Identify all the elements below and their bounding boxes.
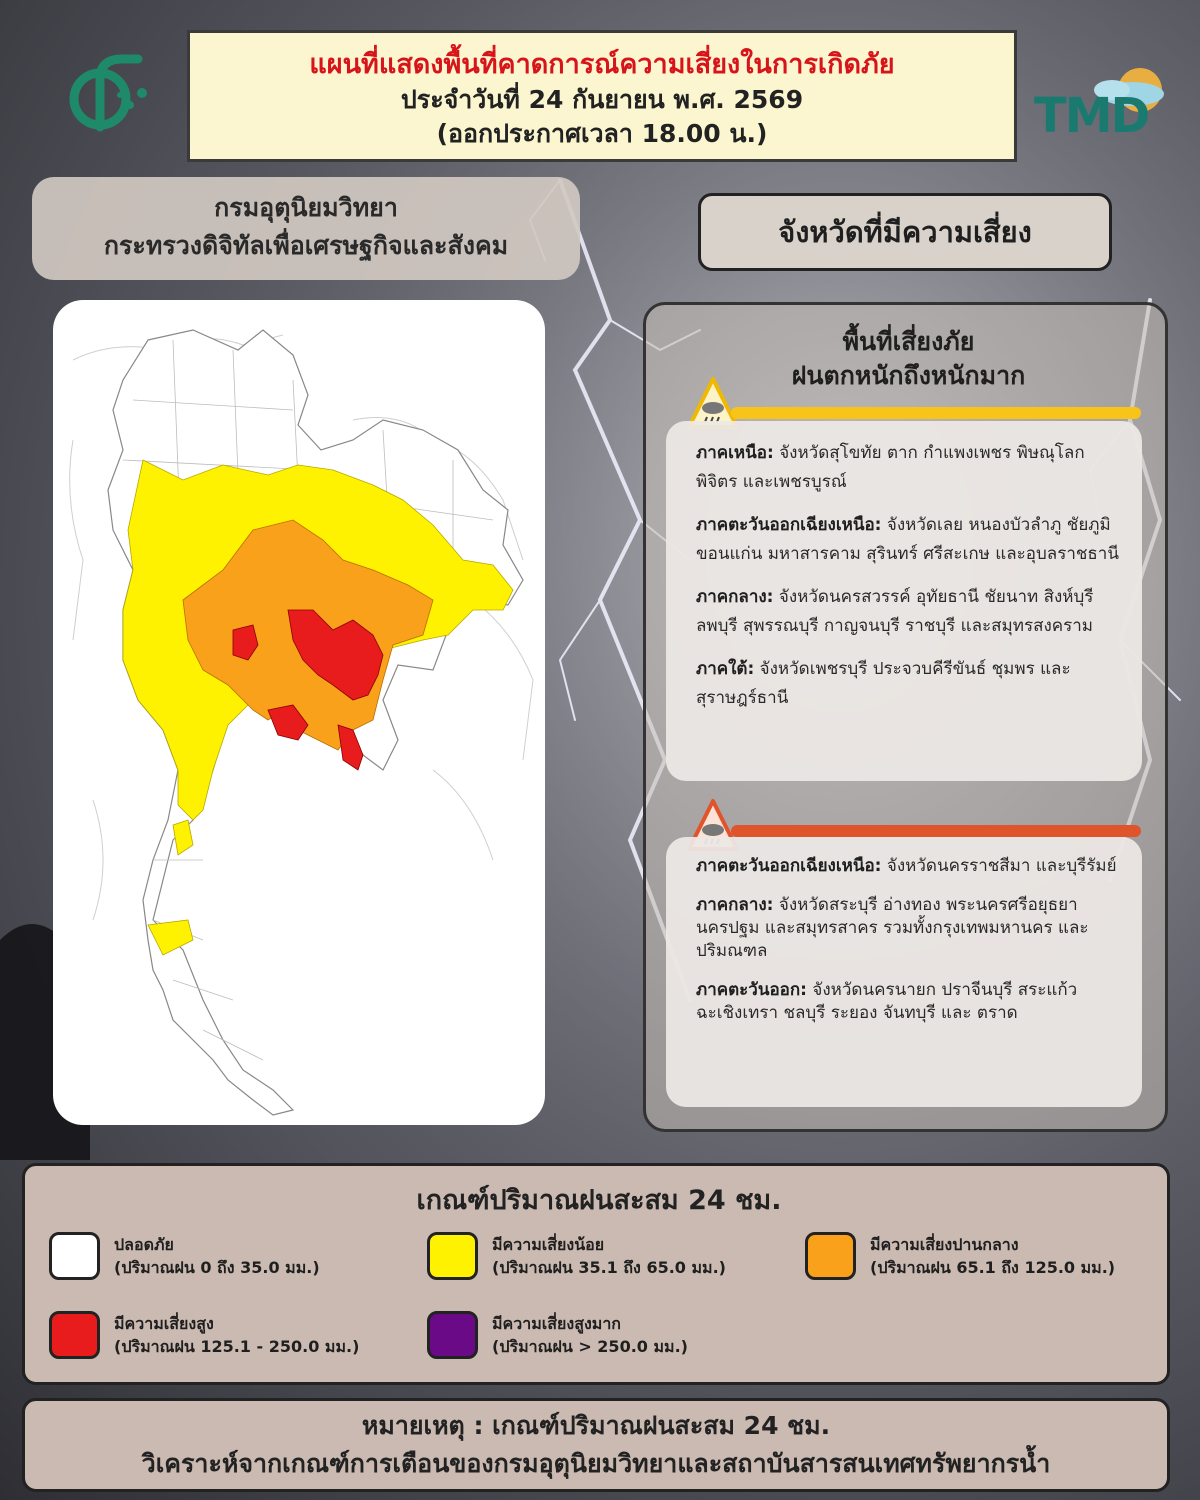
moderate-risk-card: [666, 421, 1142, 781]
region-entry: [696, 894, 1128, 963]
legend-title: เกณฑ์ปริมาณฝนสะสม 24 ชม.: [416, 1185, 782, 1216]
legend-item-low: [427, 1232, 726, 1280]
agency-box: [32, 177, 580, 280]
region-entry: [696, 511, 1128, 569]
region-provinces: จังหวัดนครราชสีมา และบุรีรัมย์: [886, 856, 1117, 876]
region-entry: [696, 979, 1128, 1025]
legend-label-very-high: มีความเสี่ยงสูงมาก: [492, 1314, 621, 1333]
legend-label-safe: ปลอดภัย: [114, 1235, 174, 1254]
legend-swatch-low: [427, 1232, 478, 1280]
legend-item-moderate: [805, 1232, 1115, 1280]
legend-range-low: (ปริมาณฝน 35.1 ถึง 65.0 มม.): [492, 1258, 726, 1277]
forecast-date: ประจำวันที่ 24 กันยายน พ.ศ. 2569: [400, 85, 804, 114]
region-provinces: จังหวัดสระบุรี อ่างทอง พระนครศรีอยุธยา นครปฐม และสมุทรสาคร รวมทั้งกรุงเทพมหานคร และปริมณฑล: [696, 895, 1089, 961]
header-title-box: [187, 30, 1017, 162]
region-provinces: จังหวัดนครสวรรค์ อุทัยธานี ชัยนาท สิงห์บุรี ลพบุรี สุพรรณบุรี กาญจนบุรี ราชบุรี และสมุทรสงคราม: [696, 587, 1094, 636]
region-name: ภาคตะวันออก:: [696, 980, 807, 1000]
hazard-title-line1: พื้นที่เสี่ยงภัย: [842, 327, 975, 356]
legend-label-high: มีความเสี่ยงสูง: [114, 1314, 214, 1333]
note-line1: หมายเหตุ : เกณฑ์ปริมาณฝนสะสม 24 ชม.: [361, 1411, 831, 1440]
legend-item-high: [49, 1311, 359, 1359]
moderate-level-bar: [731, 407, 1141, 419]
tmd-logo-text: TMD: [1034, 88, 1149, 144]
legend-item-safe: [49, 1232, 320, 1280]
risk-area-panel: [643, 302, 1168, 1132]
region-entry: [696, 655, 1128, 713]
legend-range-very-high: (ปริมาณฝน > 250.0 มม.): [492, 1337, 688, 1356]
agency-department: กรมอุตุนิยมวิทยา: [214, 193, 398, 222]
region-name: ภาคตะวันออกเฉียงเหนือ:: [696, 856, 882, 876]
agency-ministry: กระทรวงดิจิทัลเพื่อเศรษฐกิจและสังคม: [103, 231, 509, 260]
legend-label-low: มีความเสี่ยงน้อย: [492, 1235, 605, 1254]
region-name: ภาคกลาง:: [696, 587, 774, 607]
legend-swatch-high: [49, 1311, 100, 1359]
region-provinces: จังหวัดนครนายก ปราจีนบุรี สระแก้ว ฉะเชิงเทรา ชลบุรี ระยอง จันทบุรี และ ตราด: [696, 980, 1078, 1023]
region-name: ภาคเหนือ:: [696, 443, 774, 463]
ministry-logo: [60, 45, 178, 155]
rainfall-legend: [22, 1163, 1170, 1385]
hazard-title-line2: ฝนตกหนักถึงหนักมาก: [791, 361, 1026, 390]
issued-time: (ออกประกาศเวลา 18.00 น.): [436, 119, 768, 148]
high-risk-card: [666, 837, 1142, 1107]
legend-range-moderate: (ปริมาณฝน 65.1 ถึง 125.0 มม.): [870, 1258, 1116, 1277]
page-title: แผนที่แสดงพื้นที่คาดการณ์ความเสี่ยงในการเกิดภัย: [309, 49, 895, 80]
high-level-bar: [731, 825, 1141, 837]
legend-range-safe: (ปริมาณฝน 0 ถึง 35.0 มม.): [114, 1258, 320, 1277]
legend-swatch-safe: [49, 1232, 100, 1280]
note-line2: วิเคราะห์จากเกณฑ์การเตือนของกรมอุตุนิยมวิทยาและสถาบันสารสนเทศทรัพยากรน้ำ: [141, 1449, 1051, 1478]
region-entry: [696, 855, 1128, 878]
note-panel: [22, 1398, 1170, 1492]
region-provinces: จังหวัดเลย หนองบัวลำภู ชัยภูมิ ขอนแก่น มหาสารคาม สุรินทร์ ศรีสะเกษ และอุบลราชธานี: [696, 515, 1119, 564]
region-entry: [696, 439, 1128, 497]
risk-provinces-header: จังหวัดที่มีความเสี่ยง: [698, 193, 1112, 271]
legend-label-moderate: มีความเสี่ยงปานกลาง: [870, 1235, 1019, 1254]
region-provinces: จังหวัดสุโขทัย ตาก กำแพงเพชร พิษณุโลก พิจิตร และเพชรบูรณ์: [696, 443, 1085, 492]
legend-swatch-moderate: [805, 1232, 856, 1280]
thailand-risk-map: [53, 300, 545, 1125]
region-name: ภาคตะวันออกเฉียงเหนือ:: [696, 515, 882, 535]
legend-range-high: (ปริมาณฝน 125.1 - 250.0 มม.): [114, 1337, 360, 1356]
region-name: ภาคใต้:: [696, 659, 755, 679]
region-entry: [696, 583, 1128, 641]
region-provinces: จังหวัดเพชรบุรี ประจวบคีรีขันธ์ ชุมพร และสุราษฎร์ธานี: [696, 659, 1071, 708]
legend-swatch-very-high: [427, 1311, 478, 1359]
region-name: ภาคกลาง:: [696, 895, 774, 915]
legend-item-very-high: [427, 1311, 688, 1359]
tmd-logo: [1028, 60, 1178, 150]
